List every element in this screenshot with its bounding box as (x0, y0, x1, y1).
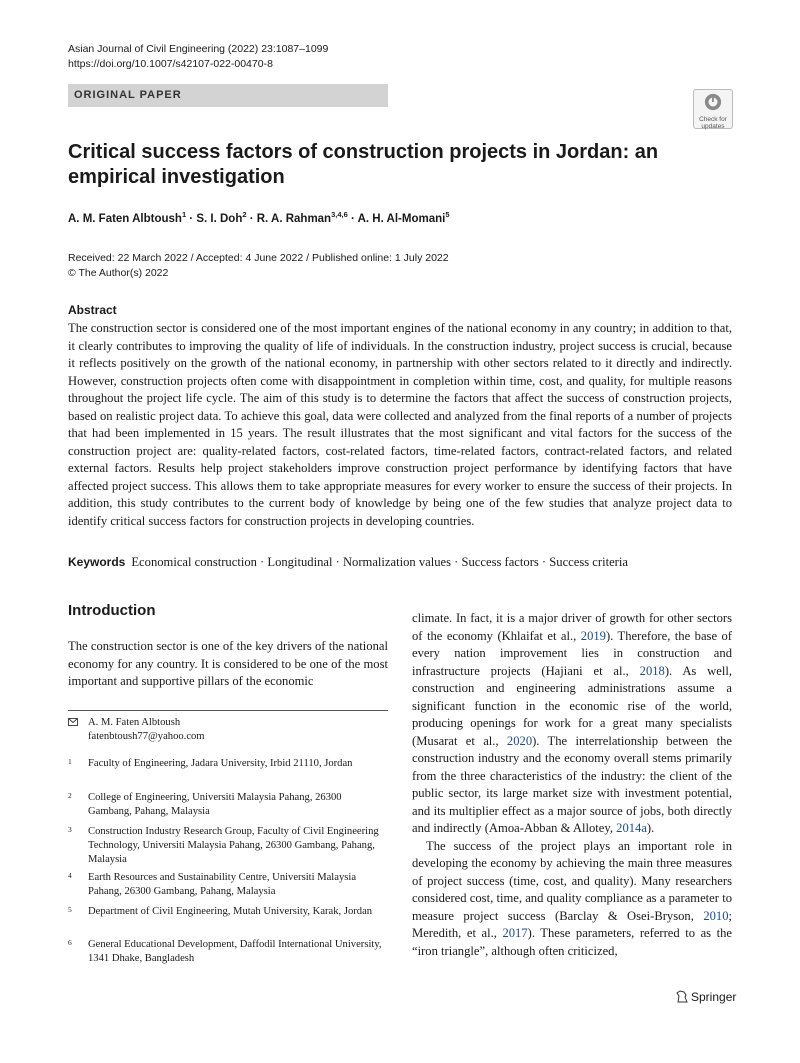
corresponding-author-email[interactable]: fatenbtoush77@yahoo.com (88, 731, 205, 742)
body-paragraph (412, 610, 732, 838)
check-updates-icon (704, 93, 722, 111)
citation-link[interactable]: 2014a (616, 821, 647, 835)
affiliation-number: 4 (68, 871, 72, 880)
citation-link[interactable]: 2018 (639, 663, 665, 678)
keywords-text: Economical construction · Longitudinal · Normalization values · Success factors · Success criteria (131, 555, 628, 569)
affiliation-text: Earth Resources and Sustainability Centre, Universiti Malaysia Pahang, 26300 Gambang, Pahang, Malaysia (88, 872, 357, 897)
publisher-logo (676, 990, 736, 1004)
journal-citation: Asian Journal of Civil Engineering (2022) 23:1087–1099 (68, 43, 329, 55)
affiliation-number: 2 (68, 791, 72, 800)
author-affiliation-sup: 3,4,6 (331, 210, 348, 219)
citation-link[interactable]: 2017 (502, 926, 528, 940)
citation-link[interactable]: 2019 (580, 628, 606, 643)
check-for-updates-button[interactable] (693, 89, 733, 129)
affiliation-text: Faculty of Engineering, Jadara University, Irbid 21110, Jordan (88, 758, 353, 769)
copyright: © The Author(s) 2022 (68, 267, 169, 279)
body-text: ). Therefore, the base of every nation improvement lies in construction and infrastructure projects (Hajiani et al., (412, 628, 732, 678)
body-text: The success of the project plays an important role in developing the economy by achieving the main three measures of project success (time, cost, and quality). Many researchers considered cost, time, and quality compliance as a parameter to measure project success (Barclay & Osei-Bryson, (412, 838, 732, 923)
publication-dates (68, 251, 449, 281)
journal-header (68, 42, 328, 72)
citation-link[interactable]: 2020 (506, 733, 533, 748)
paper-title: Critical success factors of construction projects in Jordan: an empirical investigation (68, 141, 659, 188)
affiliation-number: 5 (68, 905, 72, 914)
author-separator: · (347, 212, 358, 225)
abstract-heading: Abstract (68, 303, 117, 317)
doi-link[interactable]: https://doi.org/10.1007/s42107-022-00470-8 (68, 58, 273, 70)
affiliation-text: Department of Civil Engineering, Mutah University, Karak, Jordan (88, 906, 373, 917)
author-affiliation-sup: 2 (242, 210, 247, 219)
affiliation-text: College of Engineering, Universiti Malaysia Pahang, 26300 Gambang, Pahang, Malaysia (88, 792, 342, 817)
author-separator: · (186, 212, 197, 225)
author-affiliation-sup: 5 (445, 210, 450, 219)
affiliation-number: 1 (68, 757, 72, 766)
right-column-text (412, 610, 732, 960)
author-name[interactable]: A. M. Faten Albtoush (68, 212, 182, 225)
affiliation-item (68, 905, 388, 919)
author-separator: · (246, 212, 257, 225)
envelope-icon (68, 718, 78, 726)
correspondence-note (68, 716, 388, 744)
author-name[interactable]: A. H. Al-Momani (357, 212, 446, 225)
check-updates-line1: Check for (699, 116, 727, 123)
affiliation-item (68, 871, 388, 899)
corresponding-author-name: A. M. Faten Albtoush (88, 717, 181, 728)
body-text: ; Meredith, et al., (412, 908, 732, 940)
author-name[interactable]: S. I. Doh (196, 212, 243, 225)
citation-link[interactable]: 2010 (703, 908, 729, 923)
body-text: ). As well, construction and engineering administrations assume a significant function in the economic rise of the world, producing openings for work for a great many specialists (Musarat et al., (412, 663, 732, 748)
footnote-divider (68, 710, 388, 711)
author-list (68, 210, 450, 225)
history-dates: Received: 22 March 2022 / Accepted: 4 June 2022 / Published online: 1 July 2022 (68, 252, 449, 264)
body-text: ). The interrelationship between the construction industry and the economy overall stems primarily from the three characteristics of the industry: the client of the public sector, its large market size with investment potential, and its multiplier effect as a major source of jobs, both directly and indirectly (Amoa-Abban & Allotey, (412, 733, 732, 835)
affiliation-item (68, 791, 388, 819)
body-text: ). These parameters, referred to as the “iron triangle”, although often criticized, (412, 926, 732, 958)
publisher-name: Springer (691, 990, 737, 1004)
affiliation-text: Construction Industry Research Group, Faculty of Civil Engineering Technology, Universiti Malaysia Pahang, 26300 Gambang, Pahang, Malaysia (88, 826, 379, 865)
check-updates-line2: updates (701, 123, 725, 130)
author-affiliation-sup: 1 (181, 210, 187, 219)
keywords-label: Keywords (68, 555, 126, 569)
affiliation-number: 3 (68, 825, 72, 834)
affiliation-item (68, 757, 388, 771)
affiliation-number: 6 (68, 938, 72, 947)
springer-horse-icon (676, 990, 688, 1003)
article-type-label: ORIGINAL PAPER (74, 89, 182, 101)
body-text: climate. In fact, it is a major driver of growth for other sectors of the economy (Khlaifat et al., (412, 611, 732, 643)
affiliation-text: General Educational Development, Daffodil International University, 1341 Dhake, Bangladesh (88, 939, 382, 964)
keywords (68, 555, 732, 570)
article-type-badge (68, 84, 388, 107)
author-name[interactable]: R. A. Rahman (256, 212, 332, 225)
introduction-paragraph: The construction sector is one of the key drivers of the national economy for any country. It is considered to be one of the most important and supportive pillars of the economic (68, 639, 388, 688)
abstract-text: The construction sector is considered one of the most important engines of the national economy in any country; in addition to that, it clearly contributes to improving the quality of life of individuals. In the construction industry, project success is crucial, because it reflects positively on the growth of the national economy, in partnership with other sectors related to it directly and indirectly. However, construction projects often come with disappointment in completion within time, cost, and quality, for multiple reasons throughout the project life cycle. The aim of this study is to determine the factors that affect the success of construction projects, based on realistic project data. To achieve this goal, data were collected and analyzed from the final reports of a number of projects that had been implemented in 15 years. The result illustrates that the most significant and vital factors for the success of the construction project are: quality-related factors, cost-related factors, time-related factors, contract-related factors, and related external factors. Results help project stakeholders improve construction project performance by identifying factors that have affected project success. This allows them to take appropriate measures for every worker to ensure the success of their projects. In addition, this study contributes to the current body of knowledge by being one of the few studies that analyze project data to identify critical success factors for construction projects in developing countries. (68, 321, 732, 528)
affiliation-item (68, 938, 388, 966)
body-text: ). (646, 821, 655, 835)
introduction-heading: Introduction (68, 602, 156, 619)
affiliation-item (68, 825, 388, 867)
body-paragraph (412, 838, 732, 961)
